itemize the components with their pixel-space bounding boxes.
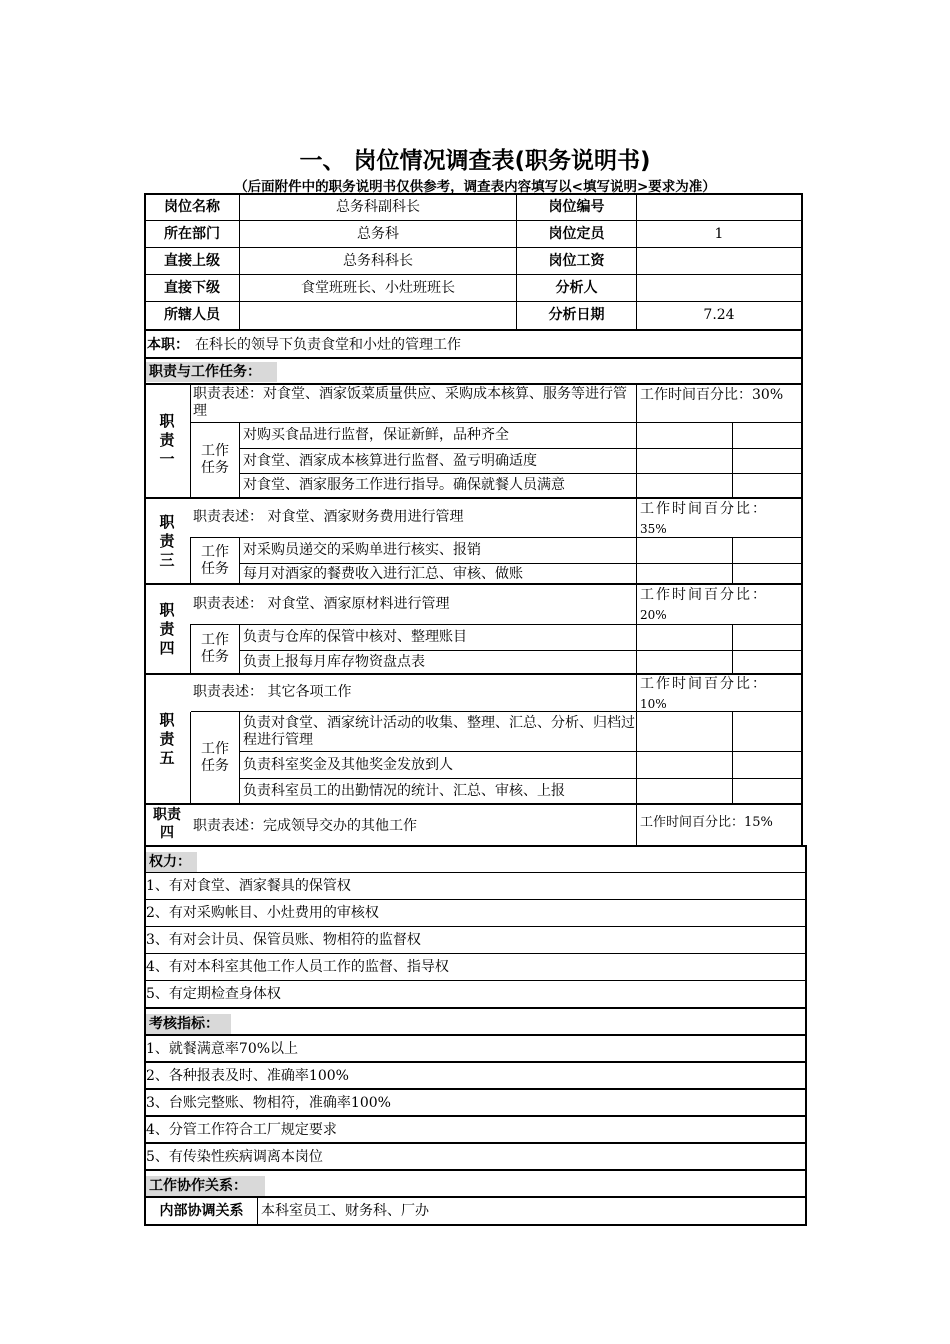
kpi-item-3: 3、台账完整账、物相符，准确率100% <box>146 1094 391 1111</box>
label-subordinate: 直接下级 <box>164 280 220 296</box>
authority-item-2: 2、有对采购帐目、小灶费用的审核权 <box>146 905 379 921</box>
label-position-no: 岗位编号 <box>548 199 605 215</box>
responsibility-3-description: 职责表述： 对食堂、酒家原材料进行管理 <box>193 595 450 612</box>
responsibility-2-time-value: 35% <box>640 522 667 536</box>
responsibility-1-time: 工作时间百分比：30% <box>640 387 784 403</box>
responsibility-4-task-label: 工作 任务 <box>201 741 229 774</box>
responsibility-3-time-label: 工作时间百分比： <box>640 587 768 603</box>
authority-item-1: 1、有对食堂、酒家餐具的保管权 <box>146 878 351 894</box>
responsibility-2-task-label: 工作 任务 <box>201 544 229 577</box>
duty-summary-text: 在科长的领导下负责食堂和小灶的管理工作 <box>195 336 461 353</box>
value-analyst <box>637 275 801 302</box>
responsibility-1-task-3: 对食堂、酒家服务工作进行指导。确保就餐人员满意 <box>243 477 565 493</box>
label-department: 所在部门 <box>164 226 220 242</box>
responsibility-4-time-label: 工作时间百分比： <box>640 676 768 692</box>
responsibility-3-name: 职 责 四 <box>159 601 175 657</box>
responsibility-3-time-value: 20% <box>640 608 667 622</box>
label-analyst: 分析人 <box>555 280 598 296</box>
responsibility-4-task-1: 负责对食堂、酒家统计活动的收集、整理、汇总、分析、归档过程进行管理 <box>243 715 635 748</box>
label-staff: 所辖人员 <box>164 307 220 323</box>
responsibility-5-time: 工作时间百分比：15% <box>640 814 773 830</box>
responsibility-3-task-1: 负责与仓库的保管中核对、整理账目 <box>243 629 467 645</box>
duty-summary-label: 本职： <box>147 336 189 353</box>
authority-item-3: 3、有对会计员、保管员账、物相符的监督权 <box>146 932 421 948</box>
responsibility-5-description: 职责表述：完成领导交办的其他工作 <box>193 817 417 834</box>
page-subtitle: （后面附件中的职务说明书仅供参考，调查表内容填写以<填写说明>要求为准） <box>234 179 716 195</box>
responsibility-4-task-2: 负责科室奖金及其他奖金发放到人 <box>243 756 453 773</box>
label-salary: 岗位工资 <box>548 253 605 269</box>
responsibility-5-name: 职责 四 <box>153 807 181 841</box>
label-position-name: 岗位名称 <box>164 199 220 215</box>
kpi-item-5: 5、有传染性疾病调离本岗位 <box>146 1148 323 1165</box>
responsibility-4-task-3: 负责科室员工的出勤情况的统计、汇总、审核、上报 <box>243 783 565 799</box>
responsibility-3-task-label: 工作 任务 <box>201 632 229 665</box>
authority-item-4: 4、有对本科室其他工作人员工作的监督、指导权 <box>146 959 449 975</box>
responsibility-1-task-label: 工作 任务 <box>201 443 229 476</box>
responsibility-1-name: 职 责 一 <box>159 412 175 468</box>
authority-title: 权力： <box>146 852 197 872</box>
value-salary <box>637 248 801 275</box>
collaboration-internal-label: 内部协调关系 <box>159 1203 244 1219</box>
value-position-no <box>637 194 801 221</box>
value-subordinate: 食堂班班长、小灶班班长 <box>301 280 455 296</box>
responsibility-2-name: 职 责 三 <box>159 513 175 569</box>
responsibility-4-name: 职 责 五 <box>159 711 175 767</box>
value-staff <box>240 302 516 329</box>
responsibility-3-task-2: 负责上报每月库存物资盘点表 <box>243 653 425 670</box>
kpi-title: 考核指标： <box>146 1014 231 1034</box>
responsibility-2-task-1: 对采购员递交的采购单进行核实、报销 <box>243 542 481 558</box>
responsibility-1-task-1: 对购买食品进行监督，保证新鲜，品种齐全 <box>243 427 509 443</box>
kpi-item-1: 1、就餐满意率70%以上 <box>146 1040 299 1057</box>
responsibility-4-time-value: 10% <box>640 697 667 711</box>
responsibility-1-description: 职责表述：对食堂、酒家饭菜质量供应、采购成本核算、服务等进行管理 <box>193 386 627 419</box>
label-headcount: 岗位定员 <box>548 226 605 242</box>
responsibility-4-description: 职责表述： 其它各项工作 <box>193 684 352 700</box>
collaboration-internal-value: 本科室员工、财务科、厂办 <box>261 1203 429 1219</box>
value-position-name: 总务科副科长 <box>336 199 420 215</box>
responsibility-2-description: 职责表述： 对食堂、酒家财务费用进行管理 <box>193 509 464 525</box>
collaboration-title: 工作协作关系： <box>146 1176 265 1196</box>
page-title: 一、 岗位情况调查表(职务说明书) <box>299 148 651 174</box>
kpi-item-4: 4、分管工作符合工厂规定要求 <box>146 1121 337 1138</box>
authority-item-5: 5、有定期检查身体权 <box>146 986 281 1002</box>
value-department: 总务科 <box>357 226 399 242</box>
responsibility-2-task-2: 每月对酒家的餐费收入进行汇总、审核、做账 <box>243 565 523 582</box>
responsibility-2-time-label: 工作时间百分比： <box>640 501 768 517</box>
responsibility-1-task-2: 对食堂、酒家成本核算进行监督、盈亏明确适度 <box>243 452 537 469</box>
responsibilities-title: 职责与工作任务： <box>146 362 277 382</box>
value-headcount: 1 <box>714 226 724 242</box>
label-superior: 直接上级 <box>164 253 220 269</box>
value-superior: 总务科科长 <box>343 253 413 269</box>
label-analysis-date: 分析日期 <box>548 307 605 323</box>
kpi-item-2: 2、各种报表及时、准确率100% <box>146 1067 349 1084</box>
value-analysis-date: 7.24 <box>703 307 735 323</box>
